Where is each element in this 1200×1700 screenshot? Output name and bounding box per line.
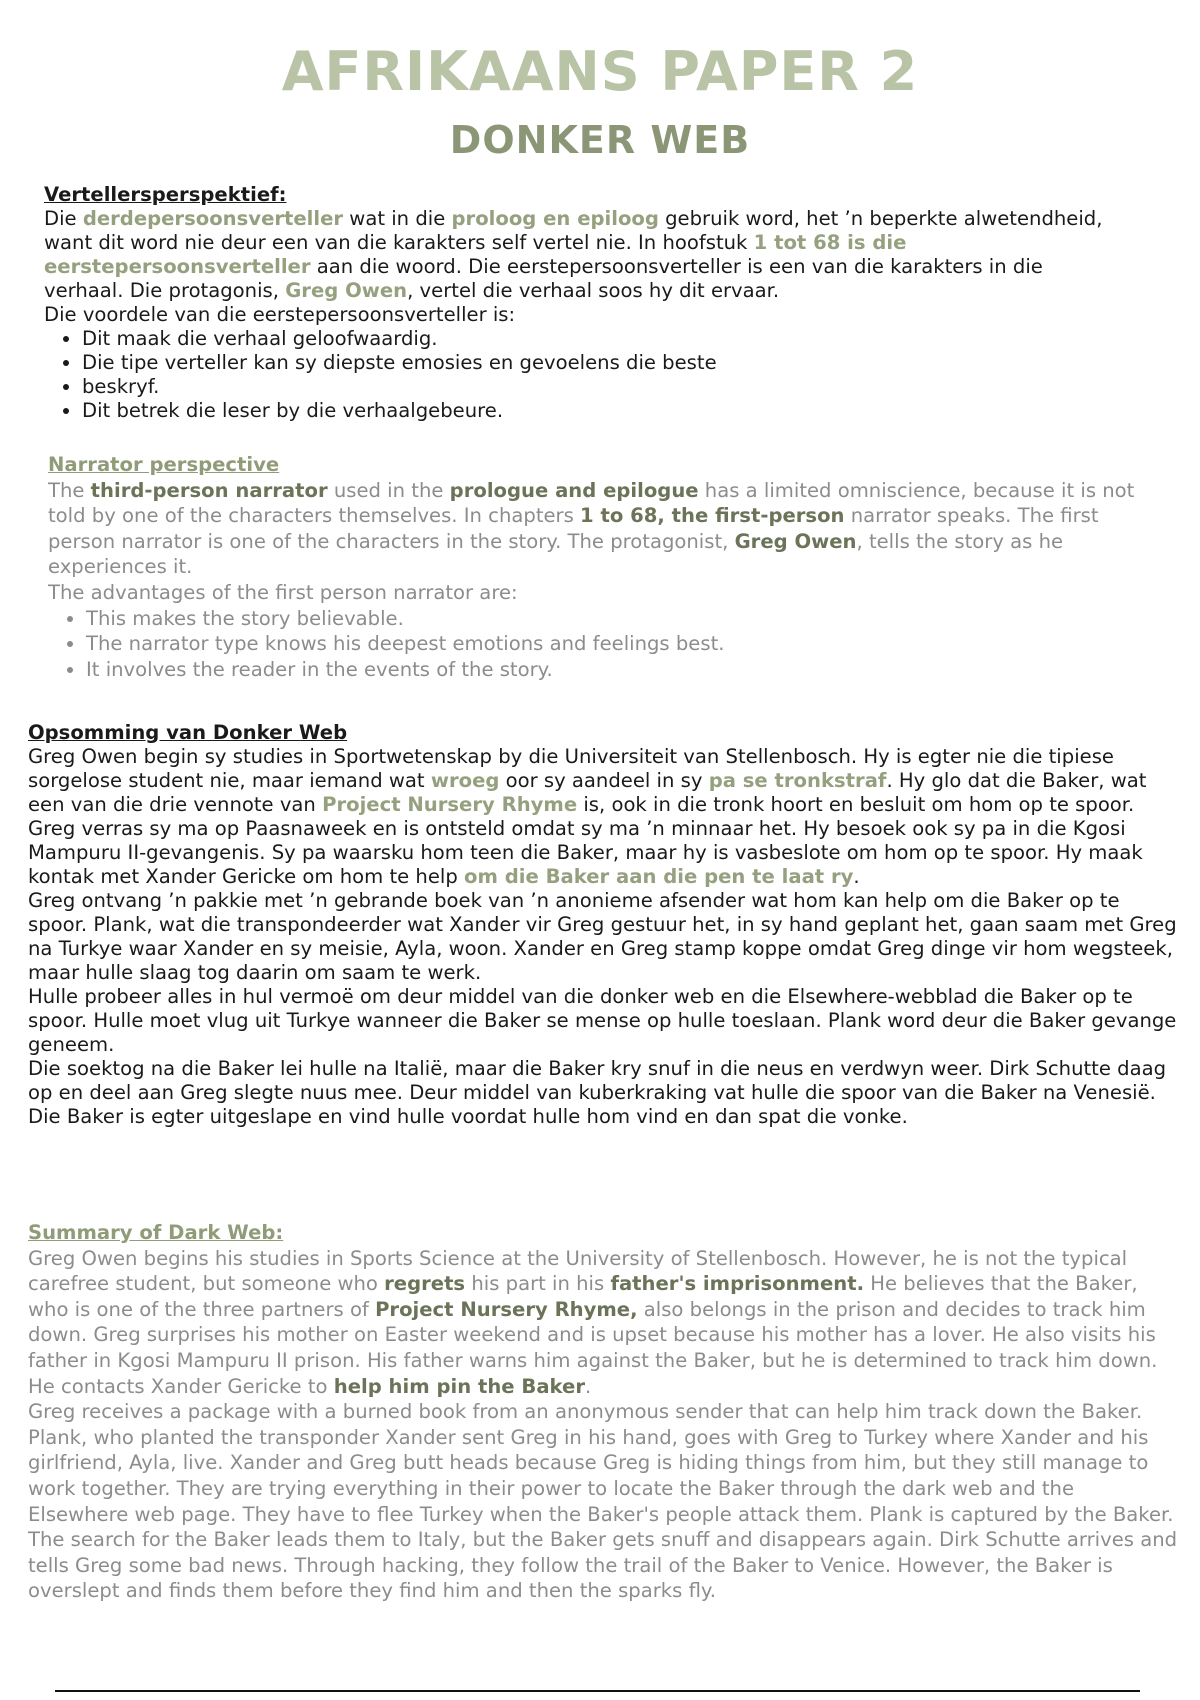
afrikaans-advantages-list: [44, 327, 1124, 423]
english-perspective-heading: Narrator perspective: [48, 453, 280, 476]
highlight-span: father's imprisonment.: [610, 1272, 865, 1296]
highlight-span: Greg Owen: [734, 529, 857, 553]
afrikaans-summary-paragraph: [28, 745, 1178, 889]
page-subtitle: DONKER WEB: [449, 118, 751, 162]
text-span: .: [853, 865, 860, 888]
highlight-span: wroeg: [430, 769, 500, 792]
text-span: has a limited omniscience, because it is not told by one of the characters themselves. In chapters: [48, 478, 1135, 528]
afrikaans-perspective-heading: Vertellersperspektief:: [44, 183, 287, 206]
text-span: , tells the story as he experiences it.: [48, 529, 1064, 579]
afrikaans-summary-paragraph: Hulle probeer alles in hul vermoë om deur middel van die donker web en die Elsewhere-webblad die Baker op te spoor. Hulle moet vlug uit Turkye wanneer die Baker se mense op hulle toeslaan. Plank word deur die Baker gevange geneem.: [28, 985, 1177, 1056]
text-span: . Hy glo dat die Baker, wat een van die drie vennote van: [28, 769, 1147, 816]
list-item: • The narrator type knows his deepest emotions and feelings best.: [86, 631, 1138, 657]
highlight-span: om die Baker aan die pen te laat ry: [464, 865, 854, 888]
text-span: He believes that the Baker, who is one of the three partners of: [28, 1272, 1138, 1321]
english-perspective-section: [48, 452, 1138, 682]
text-span: aan die woord. Die eerstepersoonsverteller is een van die karakters in die verhaal. Die protagonis,: [44, 255, 1043, 302]
text-span: is, ook in die tronk hoort en besluit om hom op te spoor. Greg verras sy ma op Paasnaweek en is ontsteld omdat sy ma ’n minnaar het. Hy besoek ook sy pa in die Kgosi Mampuru II-gevangenis. Sy pa waarsku hom teen die Baker, maar hy is vasbeslote om hom op te spoor. Hy maak kontak met Xander Gericke om hom te help: [28, 793, 1143, 888]
english-summary-paragraph: Greg receives a package with a burned book from an anonymous sender that can help him track down the Baker. Plank, who planted the transponder Xander sent Greg in his hand, goes with Greg to Turkey where Xander and his girlfriend, Ayla, live. Xander and Greg butt heads because Greg is hiding things from him, but they still manage to work together. They are trying everything in their power to locate the Baker through the dark web and the Elsewhere web page. They have to flee Turkey when the Baker's people attack them. Plank is captured by the Baker. The search for the Baker leads them to Italy, but the Baker gets snuff and disappears again. Dirk Schutte arrives and tells Greg some bad news. Through hacking, they follow the trail of the Baker to Venice. However, the Baker is overslept and finds them before they find him and then the sparks fly.: [28, 1400, 1178, 1603]
afrikaans-summary-paragraph: Greg ontvang ’n pakkie met ’n gebrande boek van ’n anonieme afsender wat hom kan help om die Baker op te spoor. Plank, wat die transpondeerder wat Xander vir Greg gestuur het, in sy hand geplant het, gaan saam met Greg na Turkye waar Xander en sy meisie, Ayla, woon. Xander en Greg stamp koppe omdat Greg dinge vir hom wegsteek, maar hulle slaag tog daarin om saam te werk.: [28, 889, 1177, 984]
english-summary-paragraph: [28, 1246, 1178, 1400]
text-span: The: [48, 478, 91, 502]
afrikaans-summary-heading: Opsomming van Donker Web: [28, 721, 348, 744]
page-title: AFRIKAANS PAPER 2: [281, 40, 919, 103]
highlight-span: 1 to 68, the first-person: [580, 504, 845, 528]
afrikaans-advantages-intro: Die voordele van die eerstepersoonsverteller is:: [44, 303, 516, 326]
text-span: narrator speaks. The first person narrator is one of the characters in the story. The protagonist,: [48, 504, 1099, 553]
text-span: .: [585, 1374, 592, 1398]
highlight-span: derdepersoonsverteller: [82, 207, 344, 230]
highlight-span: Project Nursery Rhyme,: [375, 1297, 638, 1321]
highlight-span: regrets: [384, 1272, 466, 1296]
list-item: • This makes the story believable.: [86, 606, 1138, 632]
text-span: Greg Owen begin sy studies in Sportwetenskap by die Universiteit van Stellenbosch. Hy is egter nie die tipiese sorgelose student nie, maar iemand wat: [28, 745, 1114, 792]
highlight-span: pa se tronkstraf: [708, 769, 887, 792]
list-item: • Dit betrek die leser by die verhaalgebeure.: [82, 399, 1124, 423]
english-summary-heading: Summary of Dark Web:: [28, 1221, 284, 1244]
text-span: Greg Owen begins his studies in Sports Science at the University of Stellenbosch. However, he is not the typical carefree student, but someone who: [28, 1246, 1128, 1296]
list-item: • beskryf.: [82, 375, 1124, 399]
afrikaans-summary-paragraph: Die soektog na die Baker lei hulle na Italië, maar die Baker kry snuf in die neus en verdwyn weer. Dirk Schutte daag op en deel aan Greg slegte nuus mee. Deur middel van kuberkraking vat hulle die spoor van die Baker na Venesië. Die Baker is egter uitgeslape en vind hulle voordat hulle hom vind en dan spat die vonke.: [28, 1057, 1167, 1128]
english-summary-section: [28, 1220, 1178, 1604]
text-span: used in the: [327, 478, 450, 502]
afrikaans-perspective-paragraph: [44, 207, 1124, 303]
afrikaans-summary-section: [28, 721, 1178, 1129]
text-span: Die: [44, 207, 83, 230]
text-span: wat in die: [343, 207, 452, 230]
highlight-span: help him pin the Baker: [333, 1374, 586, 1398]
english-advantages-list: [48, 606, 1138, 683]
highlight-span: 1 tot 68 is die eerstepersoonsverteller: [44, 231, 907, 278]
english-advantages-intro: The advantages of the first person narrator are:: [48, 580, 518, 604]
highlight-span: Project Nursery Rhyme: [322, 793, 578, 816]
afrikaans-perspective-section: [44, 183, 1124, 423]
text-span: also belongs in the prison and decides to track him down. Greg surprises his mother on Easter weekend and is upset because his mother has a lover. He also visits his father in Kgosi Mampuru II prison. His father warns him against the Baker, but he is determined to track him down. He contacts Xander Gericke to: [28, 1297, 1158, 1398]
highlight-span: third-person narrator: [90, 478, 328, 502]
english-perspective-paragraph: [48, 478, 1138, 580]
text-span: gebruik word, het ’n beperkte alwetendheid, want dit word nie deur een van die karakters self vertel nie. In hoofstuk: [44, 207, 1103, 254]
list-item: • Die tipe verteller kan sy diepste emosies en gevoelens die beste: [82, 351, 1124, 375]
text-span: his part in his: [465, 1272, 611, 1296]
text-span: , vertel die verhaal soos hy dit ervaar.: [407, 279, 780, 302]
list-item: • Dit maak die verhaal geloofwaardig.: [82, 327, 1124, 351]
bottom-divider: [55, 1690, 1140, 1692]
text-span: oor sy aandeel in sy: [499, 769, 709, 792]
highlight-span: Greg Owen: [285, 279, 408, 302]
highlight-span: proloog en epiloog: [451, 207, 659, 230]
list-item: • It involves the reader in the events of the story.: [86, 657, 1138, 683]
highlight-span: prologue and epilogue: [449, 478, 699, 502]
